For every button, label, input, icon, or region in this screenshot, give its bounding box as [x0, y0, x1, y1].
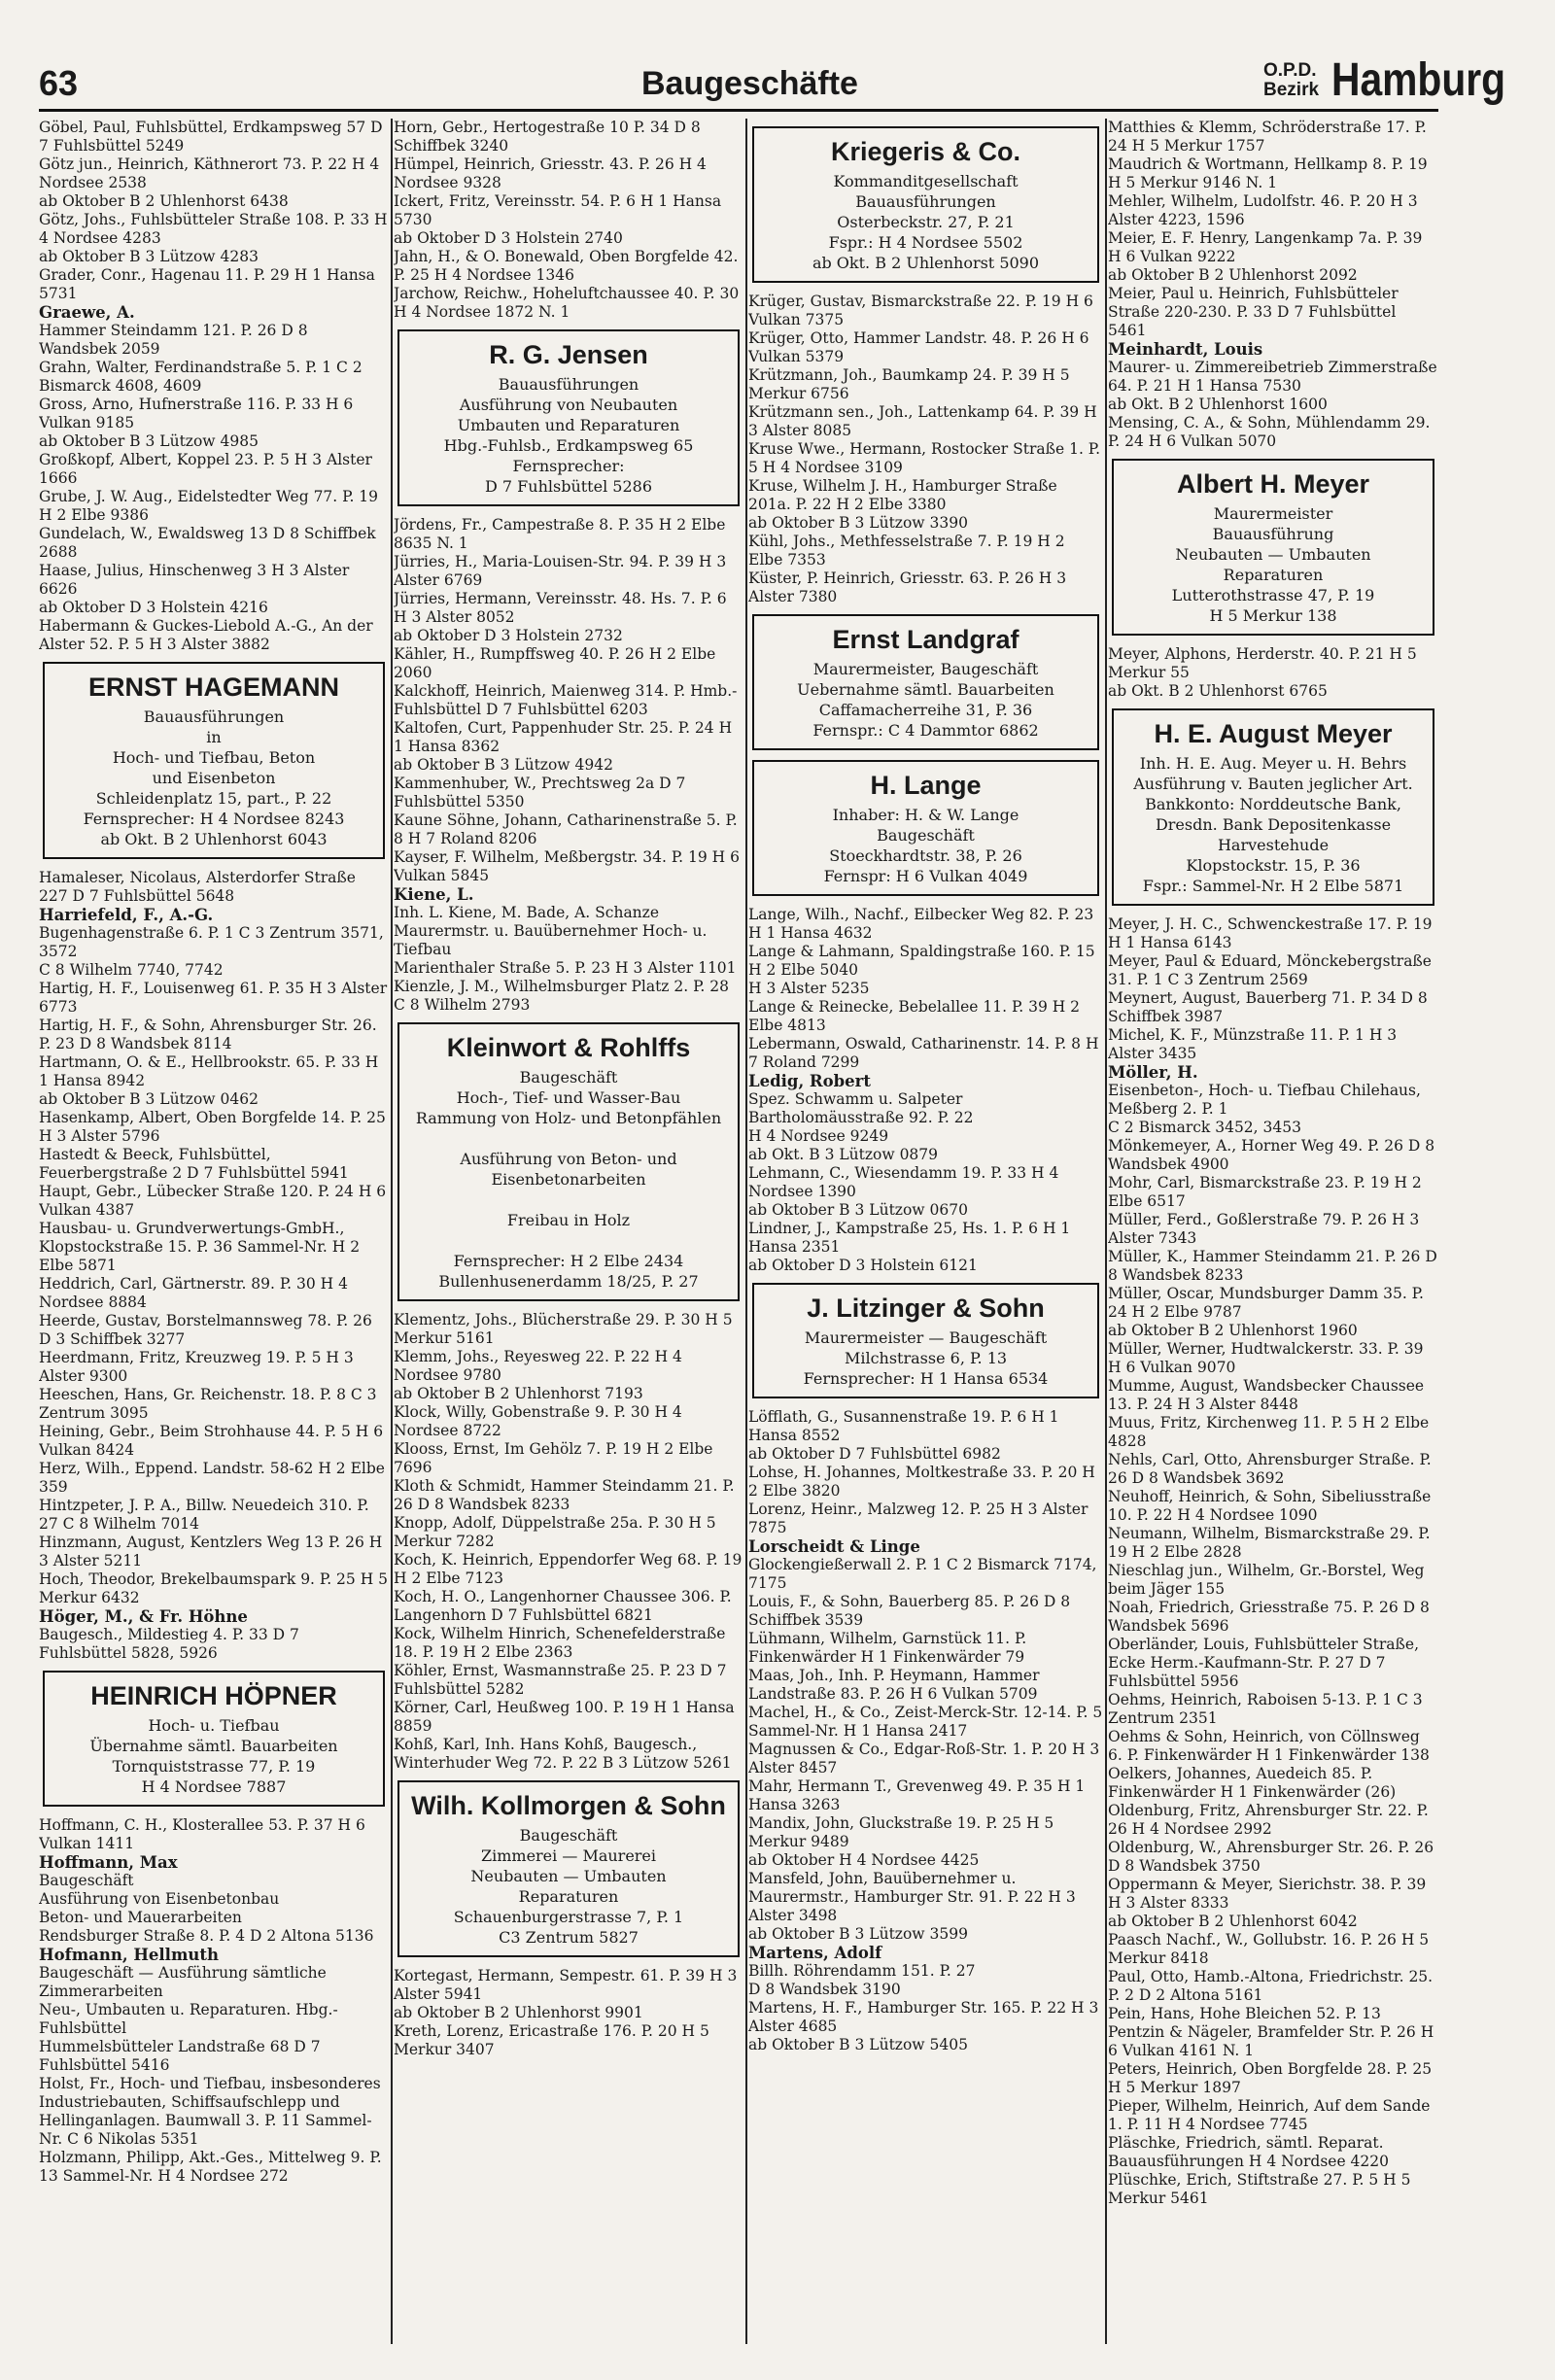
directory-entry: Mohr, Carl, Bismarckstraße 23. P. 19 H 2 Elbe 6517 [1108, 1174, 1422, 1210]
directory-entry: Pieper, Wilhelm, Heinrich, Auf dem Sande 1. P. 11 H 4 Nordsee 7745 [1108, 2097, 1431, 2133]
ad-body: Maurermeister Bauausführung Neubauten — Umbauten Reparaturen Lutterothstrasse 47, P. 19 H 5 Merkur 138 [1171, 504, 1375, 625]
directory-entry: Heining, Gebr., Beim Strohhause 44. P. 5 H 6 Vulkan 8424 [39, 1423, 384, 1459]
directory-entry: Kohß, Karl, Inh. Hans Kohß, Baugesch., Winterhuder Weg 72. P. 22 B 3 Lützow 5261 [394, 1736, 732, 1772]
directory-entry: Meyer, Paul & Eduard, Mönckebergstraße 31. P. 1 C 3 Zentrum 2569 [1108, 952, 1432, 988]
opd-abbrev: O.P.D. [1263, 60, 1317, 81]
directory-entry: Baugeschäft Ausführung von Eisenbetonbau Beton- und Mauerarbeiten Rendsburger Straße 8. P. 4 D 2 Altona 5136 [39, 1872, 374, 1945]
column-divider [745, 119, 747, 2344]
directory-entry: Krützmann, Joh., Baumkamp 24. P. 39 H 5 Merkur 6756 [748, 366, 1070, 402]
page-number: 63 [39, 63, 79, 103]
directory-entry: Koch, K. Heinrich, Eppendorfer Weg 68. P. 19 H 2 Elbe 7123 [394, 1551, 743, 1587]
ad-title: H. Lange [870, 771, 982, 800]
directory-entry: Habermann & Guckes-Liebold A.-G., An der Alster 52. P. 5 H 3 Alster 3882 [39, 617, 373, 653]
directory-entry: Gundelach, W., Ewaldsweg 13 D 8 Schiffbek 2688 [39, 525, 376, 561]
directory-entry: Kortegast, Hermann, Sempestr. 61. P. 39 H 3 Alster 5941 ab Oktober B 2 Uhlenhorst 9901 [394, 1967, 738, 2021]
directory-entry: Götz, Johs., Fuhlsbütteler Straße 108. P. 33 H 4 Nordsee 4283 ab Oktober B 3 Lützow 4283 [39, 211, 388, 265]
header-rule [39, 109, 1438, 112]
directory-entry: Inh. L. Kiene, M. Bade, A. Schanze Maurermstr. u. Bauübernehmer Hoch- u. Tiefbau Marienthaler Straße 5. P. 23 H 3 Alster 1101 [394, 904, 737, 977]
advertisement-box [397, 1780, 740, 1957]
directory-entry: Hamaleser, Nicolaus, Alsterdorfer Straße 227 D 7 Fuhlsbüttel 5648 [39, 869, 356, 905]
ad-body: Hoch- u. Tiefbau Übernahme sämtl. Bauarbeiten Tornquiststrasse 77, P. 19 H 4 Nordsee 7887 [89, 1716, 338, 1796]
advertisement-box [752, 1283, 1099, 1398]
directory-entry: Maurer- u. Zimmereibetrieb Zimmerstraße 64. P. 21 H 1 Hansa 7530 ab Okt. B 2 Uhlenhorst 1600 [1108, 359, 1437, 413]
column-divider [391, 119, 393, 2344]
opd-label [1263, 61, 1319, 100]
directory-entry: Meyer, J. H. C., Schwenckestraße 17. P. 19 H 1 Hansa 6143 [1108, 915, 1433, 951]
ad-title: ERNST HAGEMANN [87, 673, 339, 702]
directory-entry: Knopp, Adolf, Düppelstraße 25a. P. 30 H 5 Merkur 7282 [394, 1514, 716, 1550]
ad-body: Maurermeister — Baugeschäft Milchstrasse 6, P. 13 Fernsprecher: H 1 Hansa 6534 [803, 1328, 1049, 1388]
directory-entry: Oelkers, Johannes, Auedeich 85. P. Finkenwärder H 1 Finkenwärder (26) [1108, 1765, 1397, 1801]
directory-entry: Kaune Söhne, Johann, Catharinenstraße 5. P. 8 H 7 Roland 8206 [394, 811, 738, 847]
entry-heading: Martens, Adolf [748, 1944, 882, 1962]
directory-entry: Mumme, August, Wandsbecker Chaussee 13. P. 24 H 3 Alster 8448 [1108, 1377, 1425, 1413]
ad-body: Maurermeister, Baugeschäft Uebernahme sämtl. Bauarbeiten Caffamacherreihe 31, P. 36 Fernspr.: C 4 Dammtor 6862 [797, 660, 1054, 740]
directory-entry: Müller, Ferd., Goßlerstraße 79. P. 26 H 3 Alster 7343 [1108, 1211, 1420, 1247]
column-1 [39, 119, 389, 2354]
directory-entry: Kreth, Lorenz, Ericastraße 176. P. 20 H 5 Merkur 3407 [394, 2022, 709, 2058]
directory-entry: Krüger, Gustav, Bismarckstraße 22. P. 19 H 6 Vulkan 7375 [748, 293, 1093, 328]
directory-entry: Martens, H. F., Hamburger Str. 165. P. 22 H 3 Alster 4685 ab Oktober B 3 Lützow 5405 [748, 1999, 1099, 2053]
directory-entry: Lehmann, C., Wiesendamm 19. P. 33 H 4 Nordsee 1390 ab Oktober B 3 Lützow 0670 [748, 1164, 1059, 1219]
directory-entry: Klementz, Johs., Blücherstraße 29. P. 30 H 5 Merkur 5161 [394, 1311, 733, 1347]
directory-entry: Kayser, F. Wilhelm, Meßbergstr. 34. P. 19 H 6 Vulkan 5845 [394, 848, 740, 884]
directory-entry: Küster, P. Heinrich, Griesstr. 63. P. 26 H 3 Alster 7380 [748, 569, 1067, 605]
directory-entry: Jarchow, Reichw., Hoheluftchaussee 40. P. 30 H 4 Nordsee 1872 N. 1 [394, 285, 740, 321]
directory-entry: Hümpel, Heinrich, Griesstr. 43. P. 26 H 4 Nordsee 9328 [394, 155, 707, 191]
directory-entry: Spez. Schwamm u. Salpeter Bartholomäusstraße 92. P. 22 H 4 Nordsee 9249 ab Okt. B 3 Lützow 0879 [748, 1090, 974, 1163]
directory-entry: Neumann, Wilhelm, Bismarckstraße 29. P. 19 H 2 Elbe 2828 [1108, 1525, 1431, 1561]
directory-entry: Gross, Arno, Hufnerstraße 116. P. 33 H 6 Vulkan 9185 ab Oktober B 3 Lützow 4985 [39, 396, 354, 450]
directory-entry: Heerde, Gustav, Borstelmannsweg 78. P. 26 D 3 Schiffbek 3277 [39, 1312, 372, 1348]
directory-entry: Krüger, Otto, Hammer Landstr. 48. P. 26 H 6 Vulkan 5379 [748, 329, 1089, 365]
directory-entry: Glockengießerwall 2. P. 1 C 2 Bismarck 7174, 7175 [748, 1556, 1097, 1592]
advertisement-box [752, 760, 1099, 896]
directory-entry: Meynert, August, Bauerberg 71. P. 34 D 8 Schiffbek 3987 [1108, 989, 1428, 1025]
directory-entry: Jördens, Fr., Campestraße 8. P. 35 H 2 Elbe 8635 N. 1 [394, 516, 726, 552]
directory-entry: Kienzle, J. M., Wilhelmsburger Platz 2. P. 28 C 8 Wilhelm 2793 [394, 978, 729, 1014]
directory-entry: Louis, F., & Sohn, Bauerberg 85. P. 26 D 8 Schiffbek 3539 [748, 1593, 1071, 1629]
directory-entry: Kalckhoff, Heinrich, Maienweg 314. P. Hmb.-Fuhlsbüttel D 7 Fuhlsbüttel 6203 [394, 682, 738, 718]
ad-body: Baugeschäft Hoch-, Tief- und Wasser-Bau Rammung von Holz- und Betonpfählen Ausführung von Beton- und Eisenbetonarbeiten Freibau in Holz Fernsprecher: H 2 Elbe 2434 Bullenhusenerdamm 18/25, P. 27 [415, 1068, 722, 1291]
directory-entry: Müller, Oscar, Mundsburger Damm 35. P. 24 H 2 Elbe 9787 ab Oktober B 2 Uhlenhorst 1960 [1108, 1285, 1424, 1339]
directory-entry: Noah, Friedrich, Griesstraße 75. P. 26 D 8 Wandsbek 5696 [1108, 1599, 1430, 1635]
directory-entry: Maudrich & Wortmann, Hellkamp 8. P. 19 H 5 Merkur 9146 N. 1 [1108, 155, 1428, 191]
directory-entry: Hartig, H. F., Louisenweg 61. P. 35 H 3 Alster 6773 [39, 980, 388, 1016]
directory-entry: Baugeschäft — Ausführung sämtliche Zimmerarbeiten Neu-, Umbauten u. Reparaturen. Hbg.-Fuhlsbüttel Hummelsbütteler Landstraße 68 D 7 Fuhlsbüttel 5416 [39, 1964, 338, 2074]
directory-entry: Göbel, Paul, Fuhlsbüttel, Erdkampsweg 57 D 7 Fuhlsbüttel 5249 [39, 119, 383, 155]
entry-heading: Graewe, A. [39, 303, 135, 322]
advertisement-box [752, 614, 1099, 750]
directory-entry: Jürries, H., Maria-Louisen-Str. 94. P. 39 H 3 Alster 6769 [394, 553, 727, 589]
directory-entry: Koch, H. O., Langenhorner Chaussee 306. P. Langenhorn D 7 Fuhlsbüttel 6821 [394, 1588, 732, 1624]
entry-heading: Meinhardt, Louis [1108, 340, 1263, 359]
ad-body: Bauausführungen in Hoch- und Tiefbau, Beton und Eisenbeton Schleidenplatz 15, part., P. 22 Fernsprecher: H 4 Nordsee 8243 ab Okt. B 2 Uhlenhorst 6043 [83, 707, 345, 848]
directory-entry: Hartmann, O. & E., Hellbrookstr. 65. P. 33 H 1 Hansa 8942 ab Oktober B 3 Lützow 0462 [39, 1053, 379, 1108]
ad-title: Wilh. Kollmorgen & Sohn [411, 1791, 726, 1820]
directory-entry: Kruse Wwe., Hermann, Rostocker Straße 1. P. 5 H 4 Nordsee 3109 [748, 440, 1101, 476]
directory-entry: Heddrich, Carl, Gärtnerstr. 89. P. 30 H 4 Nordsee 8884 [39, 1275, 348, 1311]
directory-entry: Jürries, Hermann, Vereinsstr. 48. Hs. 7. P. 6 H 3 Alster 8052 ab Oktober D 3 Holstein 2732 [394, 590, 727, 644]
directory-entry: Lohse, H. Johannes, Moltkestraße 33. P. 20 H 2 Elbe 3820 [748, 1464, 1095, 1500]
directory-entry: Kühl, Johs., Methfesselstraße 7. P. 19 H 2 Elbe 7353 [748, 533, 1065, 569]
ad-body: Inhaber: H. & W. Lange Baugeschäft Stoeckhardtstr. 38, P. 26 Fernspr: H 6 Vulkan 4049 [823, 806, 1028, 885]
directory-entry: Lebermann, Oswald, Catharinenstr. 14. P. 8 H 7 Roland 7299 [748, 1035, 1099, 1071]
directory-entry: Lorenz, Heinr., Malzweg 12. P. 25 H 3 Alster 7875 [748, 1500, 1088, 1536]
directory-entry: Oldenburg, W., Ahrensburger Str. 26. P. 26 D 8 Wandsbek 3750 [1108, 1839, 1434, 1875]
directory-entry: Muus, Fritz, Kirchenweg 11. P. 5 H 2 Elbe 4828 [1108, 1414, 1430, 1450]
directory-entry: Mansfeld, John, Bauübernehmer u. Maurermstr., Hamburger Str. 91. P. 22 H 3 Alster 3498 ab Oktober B 3 Lützow 3599 [748, 1870, 1076, 1943]
column-2 [394, 119, 743, 2354]
directory-entry: Nieschlag jun., Wilhelm, Gr.-Borstel, Weg beim Jäger 155 [1108, 1562, 1425, 1598]
directory-entry: Oehms & Sohn, Heinrich, von Cöllnsweg 6. P. Finkenwärder H 1 Finkenwärder 138 [1108, 1728, 1430, 1764]
directory-entry: Müller, K., Hammer Steindamm 21. P. 26 D 8 Wandsbek 8233 [1108, 1248, 1437, 1284]
directory-entry: Neuhoff, Heinrich, & Sohn, Sibeliusstraße 10. P. 22 H 4 Nordsee 1090 [1108, 1488, 1432, 1524]
directory-entry: Hoffmann, C. H., Klosterallee 53. P. 37 H 6 Vulkan 1411 [39, 1816, 365, 1852]
directory-entry: Kähler, H., Rumpffsweg 40. P. 26 H 2 Elbe 2060 [394, 645, 716, 681]
directory-entry: Jahn, H., & O. Bonewald, Oben Borgfelde 42. P. 25 H 4 Nordsee 1346 [394, 248, 739, 284]
directory-entry: Hinzmann, August, Kentzlers Weg 13 P. 26 H 3 Alster 5211 [39, 1534, 383, 1569]
directory-entry: Kloth & Schmidt, Hammer Steindamm 21. P. 26 D 8 Wandsbek 8233 [394, 1477, 735, 1513]
directory-entry: Hasenkamp, Albert, Oben Borgfelde 14. P. 25 H 3 Alster 5796 [39, 1109, 386, 1145]
directory-entry: Mahr, Hermann T., Grevenweg 49. P. 35 H 1 Hansa 3263 [748, 1777, 1086, 1813]
ad-title: R. G. Jensen [489, 340, 648, 369]
advertisement-box [752, 126, 1099, 283]
column-4 [1108, 119, 1438, 2354]
directory-entry: Pläschke, Friedrich, sämtl. Reparat. Bauausführungen H 4 Nordsee 4220 [1108, 2134, 1390, 2170]
directory-entry: Eisenbeton-, Hoch- u. Tiefbau Chilehaus, Meßberg 2. P. 1 C 2 Bismarck 3452, 3453 [1108, 1082, 1421, 1136]
entry-heading: Hofmann, Hellmuth [39, 1946, 220, 1964]
entry-heading: Höger, M., & Fr. Höhne [39, 1607, 248, 1626]
advertisement-box [43, 662, 385, 859]
directory-entry: Hastedt & Beeck, Fuhlsbüttel, Feuerbergstraße 2 D 7 Fuhlsbüttel 5941 [39, 1146, 349, 1182]
directory-entry: Ickert, Fritz, Vereinsstr. 54. P. 6 H 1 Hansa 5730 ab Oktober D 3 Holstein 2740 [394, 192, 722, 247]
directory-entry: Plüschke, Erich, Stiftstraße 27. P. 5 H 5 Merkur 5461 [1108, 2171, 1411, 2207]
directory-entry: Hartig, H. F., & Sohn, Ahrensburger Str. 26. P. 23 D 8 Wandsbek 8114 [39, 1017, 377, 1052]
directory-entry: Heerdmann, Fritz, Kreuzweg 19. P. 5 H 3 Alster 9300 [39, 1349, 354, 1385]
directory-entry: Baugesch., Mildestieg 4. P. 33 D 7 Fuhlsbüttel 5828, 5926 [39, 1626, 299, 1662]
directory-entry: Körner, Carl, Heußweg 100. P. 19 H 1 Hansa 8859 [394, 1699, 735, 1735]
ad-title: Kriegeris & Co. [830, 137, 1021, 166]
ad-body: Bauausführungen Ausführung von Neubauten Umbauten und Reparaturen Hbg.-Fuhlsb., Erdkampsweg 65 Fernsprecher: D 7 Fuhlsbüttel 5286 [443, 375, 694, 496]
entry-heading: Hoffmann, Max [39, 1853, 178, 1872]
advertisement-box [1112, 708, 1434, 906]
directory-entry: Köhler, Ernst, Wasmannstraße 25. P. 23 D 7 Fuhlsbüttel 5282 [394, 1662, 727, 1698]
column-divider [1105, 119, 1107, 2344]
directory-entry: Magnussen & Co., Edgar-Roß-Str. 1. P. 20 H 3 Alster 8457 [748, 1741, 1100, 1776]
ad-title: H. E. August Meyer [1154, 719, 1393, 748]
directory-entry: Mensing, C. A., & Sohn, Mühlendamm 29. P. 24 H 6 Vulkan 5070 [1108, 414, 1431, 450]
directory-entry: Löfflath, G., Susannenstraße 19. P. 6 H 1 Hansa 8552 ab Oktober D 7 Fuhlsbüttel 6982 [748, 1408, 1059, 1463]
advertisement-box [1112, 459, 1434, 636]
directory-entry: Klemm, Johs., Reyesweg 22. P. 22 H 4 Nordsee 9780 ab Oktober B 2 Uhlenhorst 7193 [394, 1348, 682, 1402]
directory-entry: Paul, Otto, Hamb.-Altona, Friedrichstr. 25. P. 2 D 2 Altona 5161 [1108, 1968, 1434, 2004]
directory-entry: Lange & Reinecke, Bebelallee 11. P. 39 H 2 Elbe 4813 [748, 998, 1081, 1034]
ad-title: Ernst Landgraf [832, 625, 1019, 654]
directory-entry: Nehls, Carl, Otto, Ahrensburger Straße. P. 26 D 8 Wandsbek 3692 [1108, 1451, 1432, 1487]
column-3 [748, 119, 1103, 2354]
ad-title: Albert H. Meyer [1176, 469, 1370, 499]
directory-entry: Matthies & Klemm, Schröderstraße 17. P. 24 H 5 Merkur 1757 [1108, 119, 1427, 155]
directory-entry: Meier, E. F. Henry, Langenkamp 7a. P. 39 H 6 Vulkan 9222 ab Oktober B 2 Uhlenhorst 2092 [1108, 229, 1423, 284]
ad-body: Inh. H. E. Aug. Meyer u. H. Behrs Ausführung v. Bauten jeglicher Art. Bankkonto: Norddeutsche Bank, Dresdn. Bank Depositenkasse Harvestehude Klopstockstr. 15, P. 36 Fspr.: Sammel-Nr. H 2 Elbe 5871 [1133, 754, 1413, 895]
directory-entry: Lühmann, Wilhelm, Garnstück 11. P. Finkenwärder H 1 Finkenwärder 79 [748, 1630, 1027, 1666]
directory-entry: Müller, Werner, Hudtwalckerstr. 33. P. 39 H 6 Vulkan 9070 [1108, 1340, 1424, 1376]
page-header [39, 53, 1506, 112]
directory-entry: Klock, Willy, Gobenstraße 9. P. 30 H 4 Nordsee 8722 [394, 1403, 682, 1439]
advertisement-box [397, 329, 740, 506]
directory-entry: Horn, Gebr., Hertogestraße 10 P. 34 D 8 Schiffbek 3240 [394, 119, 701, 155]
directory-entry: Holzmann, Philipp, Akt.-Ges., Mittelweg 9. P. 13 Sammel-Nr. H 4 Nordsee 272 [39, 2149, 382, 2185]
directory-entry: Paasch Nachf., W., Gollubstr. 16. P. 26 H 5 Merkur 8418 [1108, 1931, 1430, 1967]
directory-entry: Großkopf, Albert, Koppel 23. P. 5 H 3 Alster 1666 [39, 451, 372, 487]
directory-entry: Grube, J. W. Aug., Eidelstedter Weg 77. P. 19 H 2 Elbe 9386 [39, 488, 379, 524]
directory-entry: Lange, Wilh., Nachf., Eilbecker Weg 82. P. 23 H 1 Hansa 4632 [748, 906, 1094, 942]
entry-heading: Kiene, L. [394, 885, 474, 904]
directory-entry: Mehler, Wilhelm, Ludolfstr. 46. P. 20 H 3 Alster 4223, 1596 [1108, 192, 1418, 228]
bezirk-label: Bezirk [1263, 80, 1320, 100]
directory-entry: Oehms, Heinrich, Raboisen 5-13. P. 1 C 3 Zentrum 2351 [1108, 1691, 1423, 1727]
directory-entry: Haase, Julius, Hinschenweg 3 H 3 Alster 6626 ab Oktober D 3 Holstein 4216 [39, 562, 350, 616]
city-title: Hamburg [1331, 54, 1506, 106]
directory-entry: Hammer Steindamm 121. P. 26 D 8 Wandsbek 2059 [39, 322, 308, 358]
ad-body: Baugeschäft Zimmerei — Maurerei Neubauten — Umbauten Reparaturen Schauenburgerstrasse 7, P. 1 C3 Zentrum 5827 [453, 1826, 684, 1947]
directory-entry: Holst, Fr., Hoch- und Tiefbau, insbesonderes Industriebauten, Schiffsaufschlepp und Hellinganlagen. Baumwall 3. P. 11 Sammel-Nr. C 6 Nikolas 5351 [39, 2075, 381, 2148]
directory-entry: Oppermann & Meyer, Sierichstr. 38. P. 39 H 3 Alster 8333 ab Oktober B 2 Uhlenhorst 6042 [1108, 1876, 1427, 1930]
directory-entry: Maas, Joh., Inh. P. Heymann, Hammer Landstraße 83. P. 26 H 6 Vulkan 5709 [748, 1667, 1040, 1703]
ad-title: Kleinwort & Rohlffs [446, 1033, 691, 1062]
entry-heading: Ledig, Robert [748, 1072, 871, 1090]
entry-heading: Möller, H. [1108, 1063, 1198, 1082]
directory-entry: Lindner, J., Kampstraße 25, Hs. 1. P. 6 H 1 Hansa 2351 ab Oktober D 3 Holstein 6121 [748, 1220, 1071, 1274]
directory-entry: Meier, Paul u. Heinrich, Fuhlsbütteler Straße 220-230. P. 33 D 7 Fuhlsbüttel 5461 [1108, 285, 1399, 339]
directory-entry: Kaltofen, Curt, Pappenhuder Str. 25. P. 24 H 1 Hansa 8362 ab Oktober B 3 Lützow 4942 [394, 719, 733, 774]
directory-entry: Peters, Heinrich, Oben Borgfelde 28. P. 25 H 5 Merkur 1897 [1108, 2060, 1433, 2096]
directory-entry: Heeschen, Hans, Gr. Reichenstr. 18. P. 8 C 3 Zentrum 3095 [39, 1386, 377, 1422]
directory-entry: Kock, Wilhelm Hinrich, Schenefelderstraße 18. P. 19 H 2 Elbe 2363 [394, 1625, 726, 1661]
directory-entry: Hausbau- u. Grundverwertungs-GmbH., Klopstockstraße 15. P. 36 Sammel-Nr. H 2 Elbe 5871 [39, 1220, 361, 1274]
directory-entry: Hintzpeter, J. P. A., Billw. Neuedeich 310. P. 27 C 8 Wilhelm 7014 [39, 1497, 369, 1533]
directory-entry: Pein, Hans, Hohe Bleichen 52. P. 13 [1108, 2005, 1381, 2022]
directory-entry: Mönkemeyer, A., Horner Weg 49. P. 26 D 8 Wandsbek 4900 [1108, 1137, 1435, 1173]
directory-entry: Meyer, Alphons, Herderstr. 40. P. 21 H 5 Merkur 55 ab Okt. B 2 Uhlenhorst 6765 [1108, 645, 1417, 700]
directory-entry: Herz, Wilh., Eppend. Landstr. 58-62 H 2 Elbe 359 [39, 1460, 385, 1496]
directory-entry: Lange & Lahmann, Spaldingstraße 160. P. 15 H 2 Elbe 5040 H 3 Alster 5235 [748, 943, 1095, 997]
directory-entry: Grader, Conr., Hagenau 11. P. 29 H 1 Hansa 5731 [39, 266, 375, 302]
directory-entry: Klooss, Ernst, Im Gehölz 7. P. 19 H 2 Elbe 7696 [394, 1440, 713, 1476]
directory-entry: Machel, H., & Co., Zeist-Merck-Str. 12-14. P. 5 Sammel-Nr. H 1 Hansa 2417 [748, 1704, 1103, 1740]
directory-entry: Oldenburg, Fritz, Ahrensburger Str. 22. P. 26 H 4 Nordsee 2992 [1108, 1802, 1429, 1838]
directory-entry: Krützmann sen., Joh., Lattenkamp 64. P. 39 H 3 Alster 8085 [748, 403, 1097, 439]
directory-entry: Götz jun., Heinrich, Käthnerort 73. P. 22 H 4 Nordsee 2538 ab Oktober B 2 Uhlenhorst 6438 [39, 155, 380, 210]
directory-entry: Kammenhuber, W., Prechtsweg 2a D 7 Fuhlsbüttel 5350 [394, 775, 686, 811]
directory-entry: Kruse, Wilhelm J. H., Hamburger Straße 201a. P. 22 H 2 Elbe 3380 ab Oktober B 3 Lützow 3390 [748, 477, 1057, 532]
advertisement-box [397, 1022, 740, 1301]
ad-title: J. Litzinger & Sohn [807, 1293, 1045, 1323]
directory-entry: Pentzin & Nägeler, Bramfelder Str. P. 26 H 6 Vulkan 4161 N. 1 [1108, 2023, 1434, 2059]
ad-title: HEINRICH HÖPNER [90, 1681, 337, 1710]
directory-entry: Bugenhagenstraße 6. P. 1 C 3 Zentrum 3571, 3572 C 8 Wilhelm 7740, 7742 [39, 924, 384, 979]
entry-heading: Harriefeld, F., A.-G. [39, 906, 214, 924]
entry-heading: Lorscheidt & Linge [748, 1537, 920, 1556]
directory-entry: Michel, K. F., Münzstraße 11. P. 1 H 3 Alster 3435 [1108, 1026, 1398, 1062]
ad-body: Kommanditgesellschaft Bauausführungen Osterbeckstr. 27, P. 21 Fspr.: H 4 Nordsee 5502 ab Okt. B 2 Uhlenhorst 5090 [812, 172, 1040, 272]
directory-entry: Billh. Röhrendamm 151. P. 27 D 8 Wandsbek 3190 [748, 1962, 976, 1998]
directory-entry: Grahn, Walter, Ferdinandstraße 5. P. 1 C 2 Bismarck 4608, 4609 [39, 359, 363, 395]
advertisement-box [43, 1671, 385, 1807]
directory-entry: Mandix, John, Gluckstraße 19. P. 25 H 5 Merkur 9489 ab Oktober H 4 Nordsee 4425 [748, 1814, 1054, 1869]
directory-entry: Hoch, Theodor, Brekelbaumspark 9. P. 25 H 5 Merkur 6432 [39, 1570, 389, 1606]
section-title: Baugeschäfte [641, 65, 858, 102]
directory-entry: Haupt, Gebr., Lübecker Straße 120. P. 24 H 6 Vulkan 4387 [39, 1183, 387, 1219]
directory-entry: Oberländer, Louis, Fuhlsbütteler Straße, Ecke Herm.-Kaufmann-Str. P. 27 D 7 Fuhlsbüttel 5956 [1108, 1636, 1420, 1690]
